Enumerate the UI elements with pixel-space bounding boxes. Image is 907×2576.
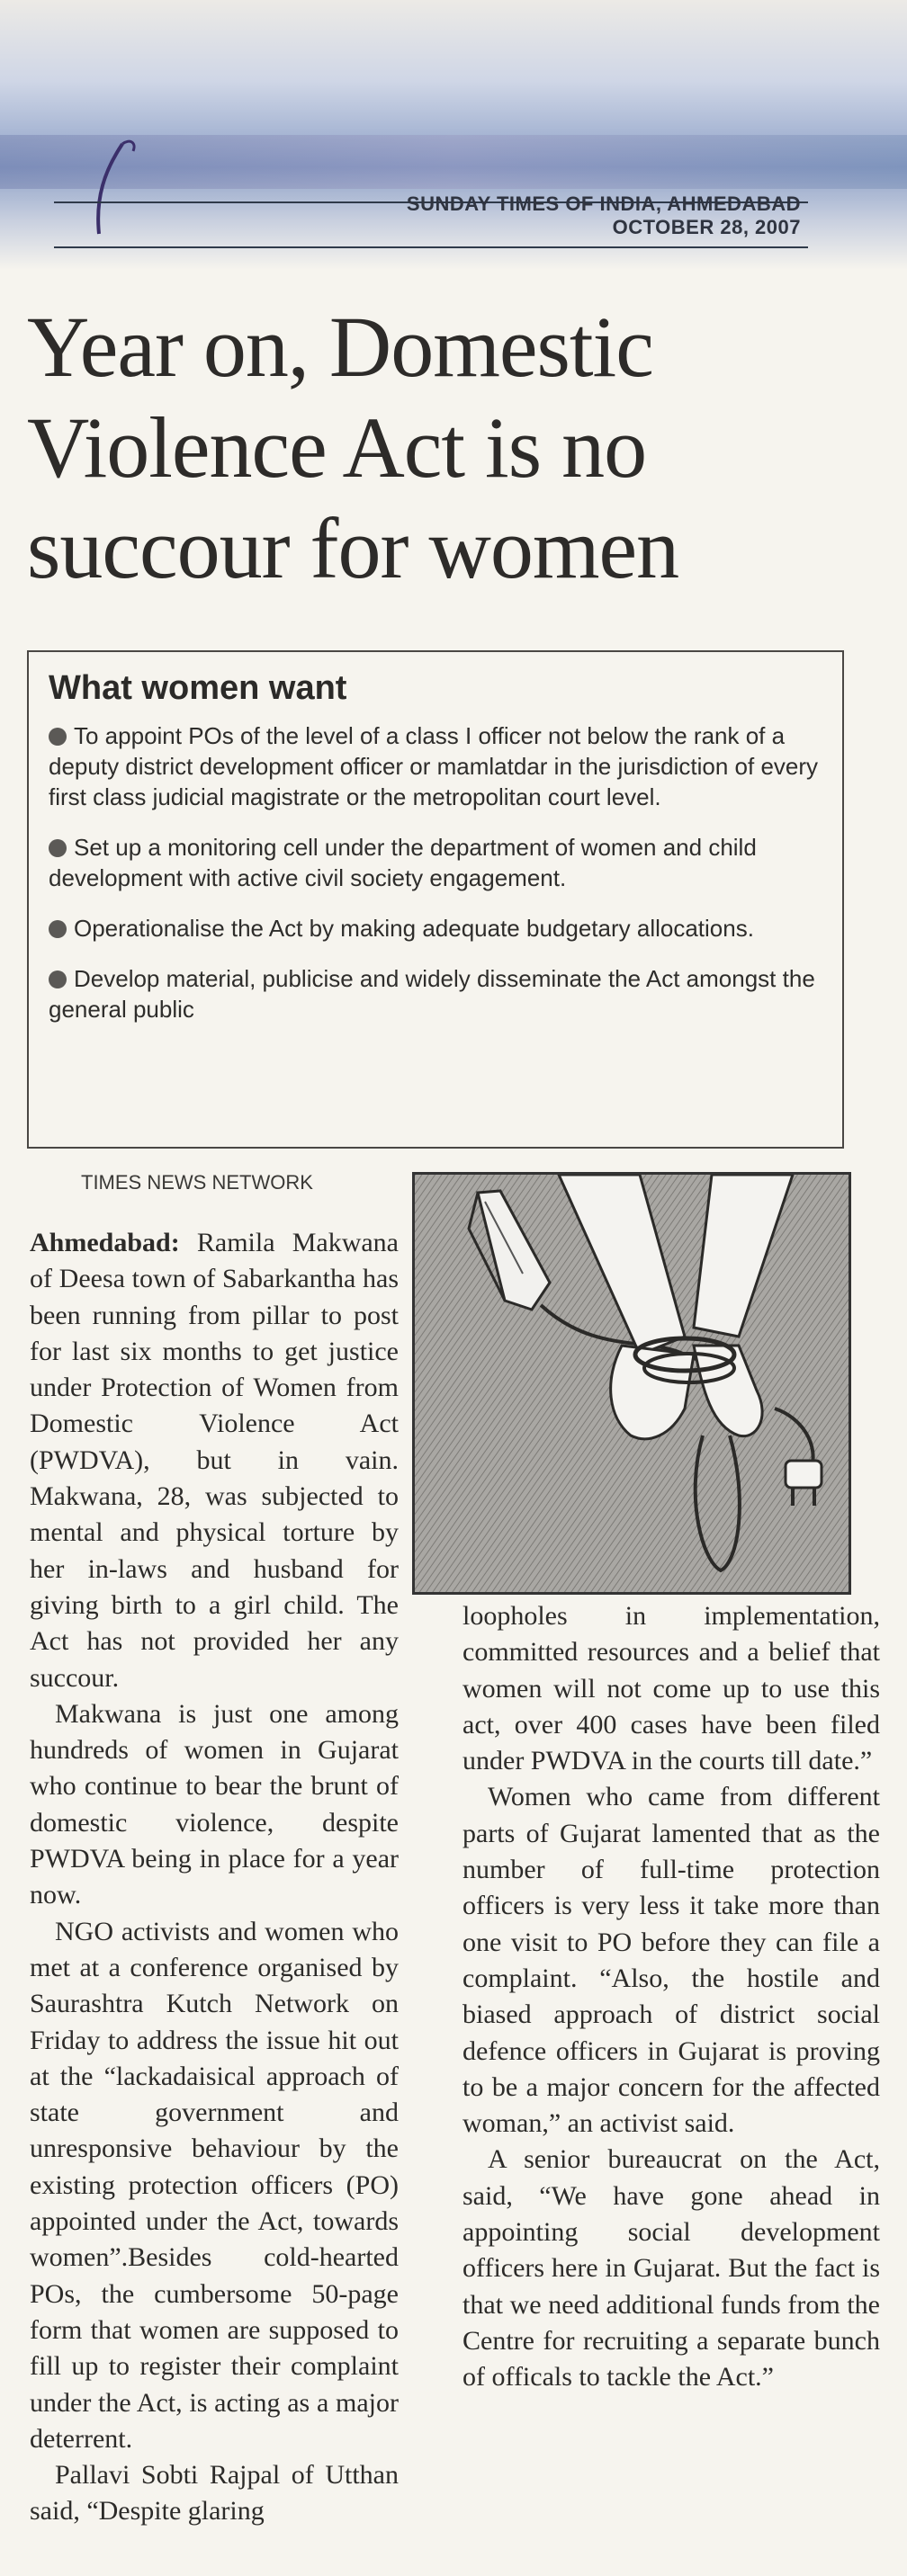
bullet-icon [49, 920, 67, 938]
bullet-icon [49, 839, 67, 857]
pen-mark-icon [86, 135, 140, 243]
article-paragraph: Women who came from different parts of Gujarat lamented that as the number of full-time protection officers is very less it take more than one visit to PO before they can file a complaint. “Also, the hostile and biased approach of district social defence officers in Gujarat is proving to be a major concern for the affected woman,” an activist said. [462, 1782, 880, 2139]
article-paragraph: A senior bureaucrat on the Act, said, “We have gone ahead in appointing social development officers here in Gujarat. But the fact is that we need additional funds from the Centre for recruiting a separate bunch of officals to tackle the Act.” [462, 2144, 880, 2393]
masthead-date: OCTOBER 28, 2007 [612, 216, 801, 238]
article-paragraph: Ahmedabad: Ramila Makwana of Deesa town of Sabarkantha has been running from pillar to post for last six months to get justice under Protection of Women from Domestic Violence Act (PWDVA), but in vain. Makwana, 28, was subjected to mental and physical torture by her in-laws and husband for giving birth to a girl child. The Act has not provided her any succour. [30, 1228, 400, 1693]
bullet-icon [49, 728, 67, 746]
article-column-1 [30, 1225, 399, 2530]
box-title: What women want [49, 669, 347, 707]
box-item: Operationalise the Act by making adequate budgetary allocations. [49, 913, 822, 944]
article-paragraph: Pallavi Sobti Rajpal of Utthan said, “Despite glaring [30, 2460, 399, 2527]
box-item: To appoint POs of the level of a class I officer not below the rank of a deputy district development officer or mamlatdar in the jurisdiction of every first class judicial magistrate or the metropolitan court level. [49, 722, 819, 810]
article-paragraph: loopholes in implementation, committed resources and a belief that women will not come up to use this act, over 400 cases have been filed under PWDVA in the courts till date.” [462, 1601, 880, 1776]
dateline: Ahmedabad: [30, 1228, 180, 1257]
article-column-2 [462, 1598, 880, 2396]
masthead-publication: SUNDAY TIMES OF INDIA, AHMEDABAD [406, 192, 801, 215]
article-paragraph: Makwana is just one among hundreds of women in Gujarat who continue to bear the brunt of domestic violence, despite PWDVA being in place for a year now. [30, 1698, 399, 1910]
bullet-icon [49, 970, 67, 988]
masthead-rule-bottom [54, 246, 808, 248]
iron-cord-tied-hands-icon [415, 1175, 849, 1592]
box-item: Set up a monitoring cell under the department of women and child development with active civil society engagement. [49, 834, 757, 891]
article-paragraph: NGO activists and women who met at a conference organised by Saurashtra Kutch Network on Friday to address the issue hit out at the “lackadaisical approach of state government and unresponsive behaviour by the existing protection officers (PO) appointed under the Act, towards women”.Besides cold-hearted POs, the cumbersome 50-page form that women are supposed to fill up to register their complaint under the Act, is acting as a major deterrent. [30, 1916, 399, 2454]
box-item: Develop material, publicise and widely disseminate the Act amongst the general public [49, 965, 815, 1023]
masthead [407, 192, 801, 239]
what-women-want-box [27, 650, 844, 1149]
headline: Year on, Domestic Violence Act is no succour for women [27, 299, 679, 596]
iron-cord-tied-hands-illustration [412, 1172, 851, 1595]
byline: TIMES NEWS NETWORK [81, 1171, 313, 1194]
